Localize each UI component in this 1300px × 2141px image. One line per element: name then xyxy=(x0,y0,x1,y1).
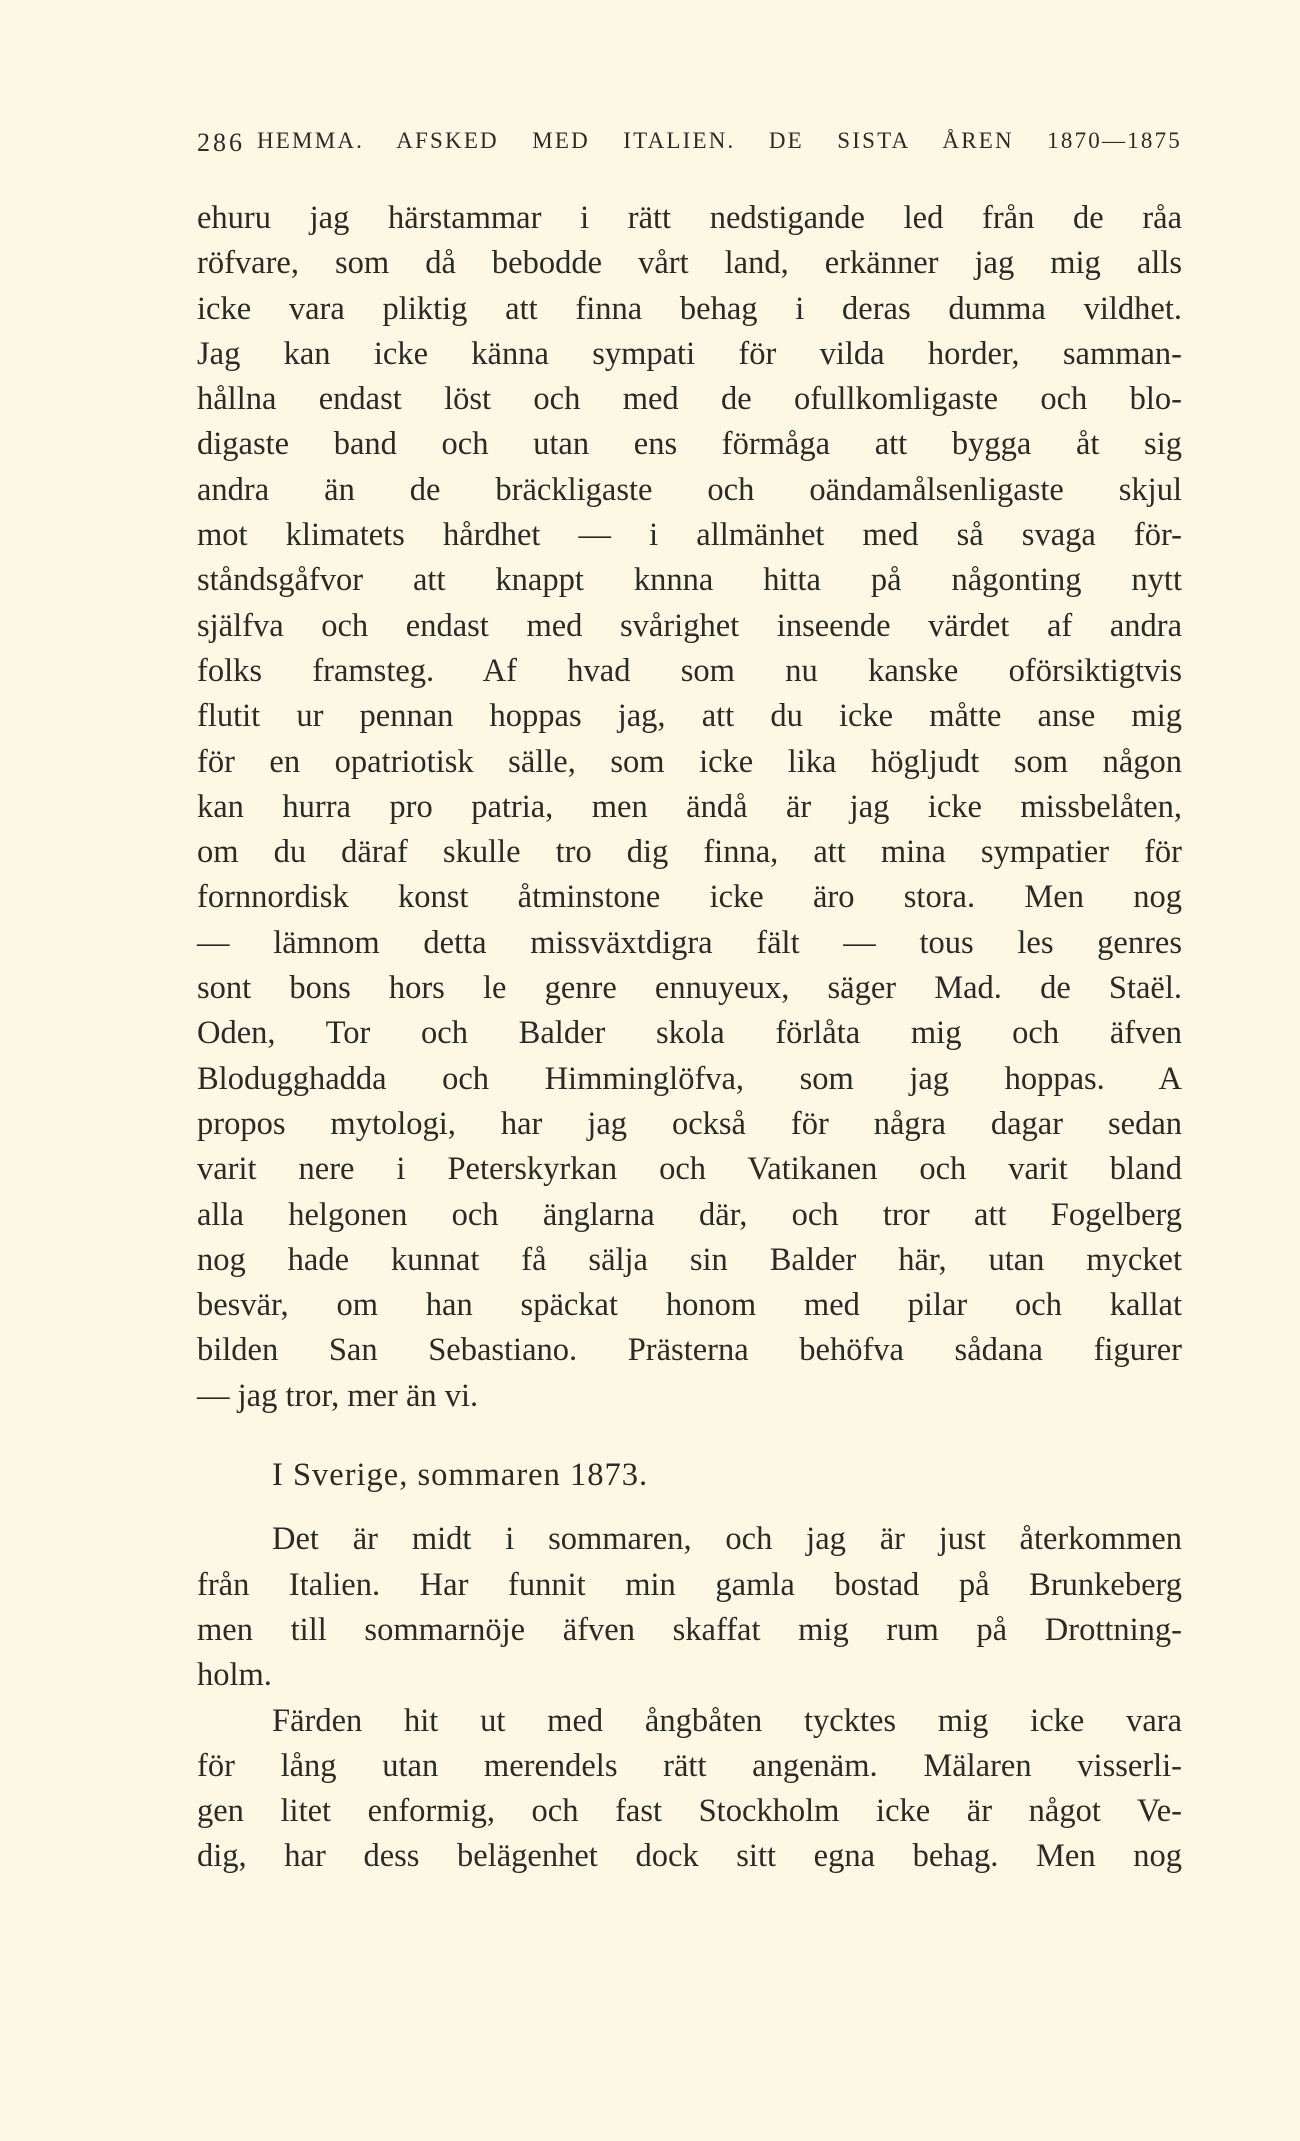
text-line: nog hade kunnat få sälja sin Balder här, utan mycket xyxy=(197,1241,1182,1278)
text-line: själfva och endast med svårighet inseende värdet af andra xyxy=(197,607,1182,644)
text-line: ehuru jag härstammar i rätt nedstigande led från de råa xyxy=(197,200,1182,236)
text-line: digaste band och utan ens förmåga att bygga åt sig xyxy=(197,426,1182,463)
text-line: ståndsgåfvor att knappt knnna hitta på någonting nytt xyxy=(197,562,1182,599)
text-line: dig, har dess belägenhet dock sitt egna behag. Men nog xyxy=(197,1838,1182,1875)
text-line: — jag tror, mer än vi. xyxy=(197,1377,479,1414)
page-number: 286 xyxy=(197,128,245,157)
text-line: icke vara pliktig att finna behag i deras dumma vildhet. xyxy=(197,290,1182,327)
text-line: propos mytologi, har jag också för några dagar sedan xyxy=(197,1105,1182,1142)
text-line: sont bons hors le genre ennuyeux, säger Mad. de Staël. xyxy=(197,970,1182,1007)
text-line: kan hurra pro patria, men ändå är jag icke missbelåten, xyxy=(197,788,1182,825)
text-line: Färden hit ut med ångbåten tycktes mig icke vara xyxy=(272,1702,1182,1739)
text-line: om du däraf skulle tro dig finna, att mina sympatier för xyxy=(197,834,1182,871)
body-text xyxy=(197,196,1182,1880)
text-line: Jag kan icke känna sympati för vilda horder, samman- xyxy=(197,335,1182,372)
text-line: för lång utan merendels rätt angenäm. Mälaren visserli- xyxy=(197,1747,1182,1784)
text-line: men till sommarnöje äfven skaffat mig rum på Drottning- xyxy=(197,1611,1182,1648)
running-header xyxy=(197,128,1182,168)
text-line: Oden, Tor och Balder skola förlåta mig och äfven xyxy=(197,1015,1182,1052)
spacer xyxy=(197,1419,1182,1453)
text-line: folks framsteg. Af hvad som nu kanske oförsiktigtvis xyxy=(197,652,1182,689)
text-line: gen litet enformig, och fast Stockholm icke är något Ve- xyxy=(197,1793,1182,1830)
text-line: andra än de bräckligaste och oändamålsenligaste skjul xyxy=(197,471,1182,508)
text-line: alla helgonen och änglarna där, och tror att Fogelberg xyxy=(197,1196,1182,1233)
text-line: flutit ur pennan hoppas jag, att du icke måtte anse mig xyxy=(197,698,1182,735)
text-line: mot klimatets hårdhet — i allmänhet med så svaga för- xyxy=(197,517,1182,554)
text-line: från Italien. Har funnit min gamla bostad på Brunkeberg xyxy=(197,1566,1182,1603)
spacer xyxy=(197,1498,1182,1517)
text-line: — lämnom detta missväxtdigra fält — tous les genres xyxy=(197,924,1182,961)
text-line: för en opatriotisk sälle, som icke lika högljudt som någon xyxy=(197,743,1182,780)
text-line: hållna endast löst och med de ofullkomligaste och blo- xyxy=(197,381,1182,418)
text-line: Blodugghadda och Himminglöfva, som jag hoppas. A xyxy=(197,1060,1182,1097)
text-line: bilden San Sebastiano. Prästerna behöfva sådana figurer xyxy=(197,1332,1182,1369)
text-line: Det är midt i sommaren, och jag är just återkommen xyxy=(272,1521,1182,1558)
text-line: holm. xyxy=(197,1657,272,1694)
section-heading: I Sverige, sommaren 1873. xyxy=(272,1457,649,1494)
running-title: HEMMA. AFSKED MED ITALIEN. DE SISTA ÅREN 1870—1875 xyxy=(257,128,1182,153)
text-line: varit nere i Peterskyrkan och Vatikanen och varit bland xyxy=(197,1151,1182,1188)
text-line: besvär, om han späckat honom med pilar och kallat xyxy=(197,1287,1182,1324)
text-line: fornnordisk konst åtminstone icke äro stora. Men nog xyxy=(197,879,1182,916)
text-line: röfvare, som då bebodde vårt land, erkänner jag mig alls xyxy=(197,245,1182,282)
